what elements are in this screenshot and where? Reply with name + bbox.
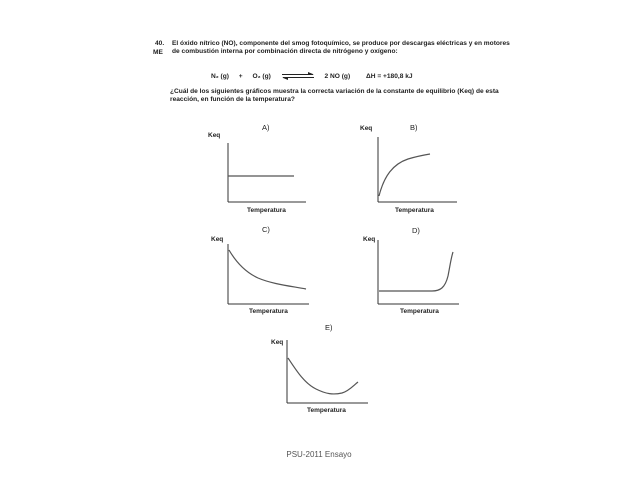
option-a: A) bbox=[262, 123, 270, 132]
option-d: D) bbox=[412, 226, 420, 235]
option-b: B) bbox=[410, 123, 418, 132]
option-c: C) bbox=[262, 225, 270, 234]
curve-c bbox=[229, 250, 306, 289]
graph-e bbox=[271, 323, 368, 414]
y-label-d: Keq bbox=[363, 236, 376, 243]
product-no: 2 NO (g) bbox=[324, 72, 351, 80]
margin-note: ME bbox=[153, 49, 163, 56]
curve-d bbox=[379, 252, 453, 291]
x-label-b: Temperatura bbox=[395, 207, 434, 214]
graph-a bbox=[208, 123, 306, 214]
x-label-c: Temperatura bbox=[249, 308, 288, 315]
option-e: E) bbox=[325, 323, 333, 332]
footer-caption: PSU-2011 Ensayo bbox=[286, 450, 352, 459]
enthalpy-value: ΔH = +180,8 kJ bbox=[366, 72, 413, 80]
y-label-b: Keq bbox=[360, 125, 373, 132]
curve-b bbox=[379, 154, 430, 196]
graph-c bbox=[211, 225, 309, 315]
y-label-a: Keq bbox=[208, 132, 221, 139]
y-label-c: Keq bbox=[211, 236, 224, 243]
x-label-e: Temperatura bbox=[307, 407, 346, 414]
graph-b bbox=[360, 123, 457, 214]
question-number: 40. bbox=[155, 40, 165, 47]
question-intro: El óxido nítrico (NO), componente del smog fotoquímico, se produce por descargas eléctricas y en motores de combustión interna por combinación directa de nitrógeno y oxígeno: bbox=[172, 40, 510, 56]
x-label-a: Temperatura bbox=[247, 207, 286, 214]
x-label-d: Temperatura bbox=[400, 308, 439, 315]
reactant-o2: O₂ (g) bbox=[252, 72, 271, 80]
question-prompt: ¿Cuál de los siguientes gráficos muestra la correcta variación de la constante de equilibrio (Keq) de esta reacción, en función de la temperatura? bbox=[170, 88, 499, 104]
curve-e bbox=[288, 358, 358, 394]
plus-sign: + bbox=[238, 72, 243, 80]
graph-d bbox=[363, 226, 459, 315]
reactant-n2: N₂ (g) bbox=[211, 72, 229, 80]
y-label-e: Keq bbox=[271, 339, 284, 346]
